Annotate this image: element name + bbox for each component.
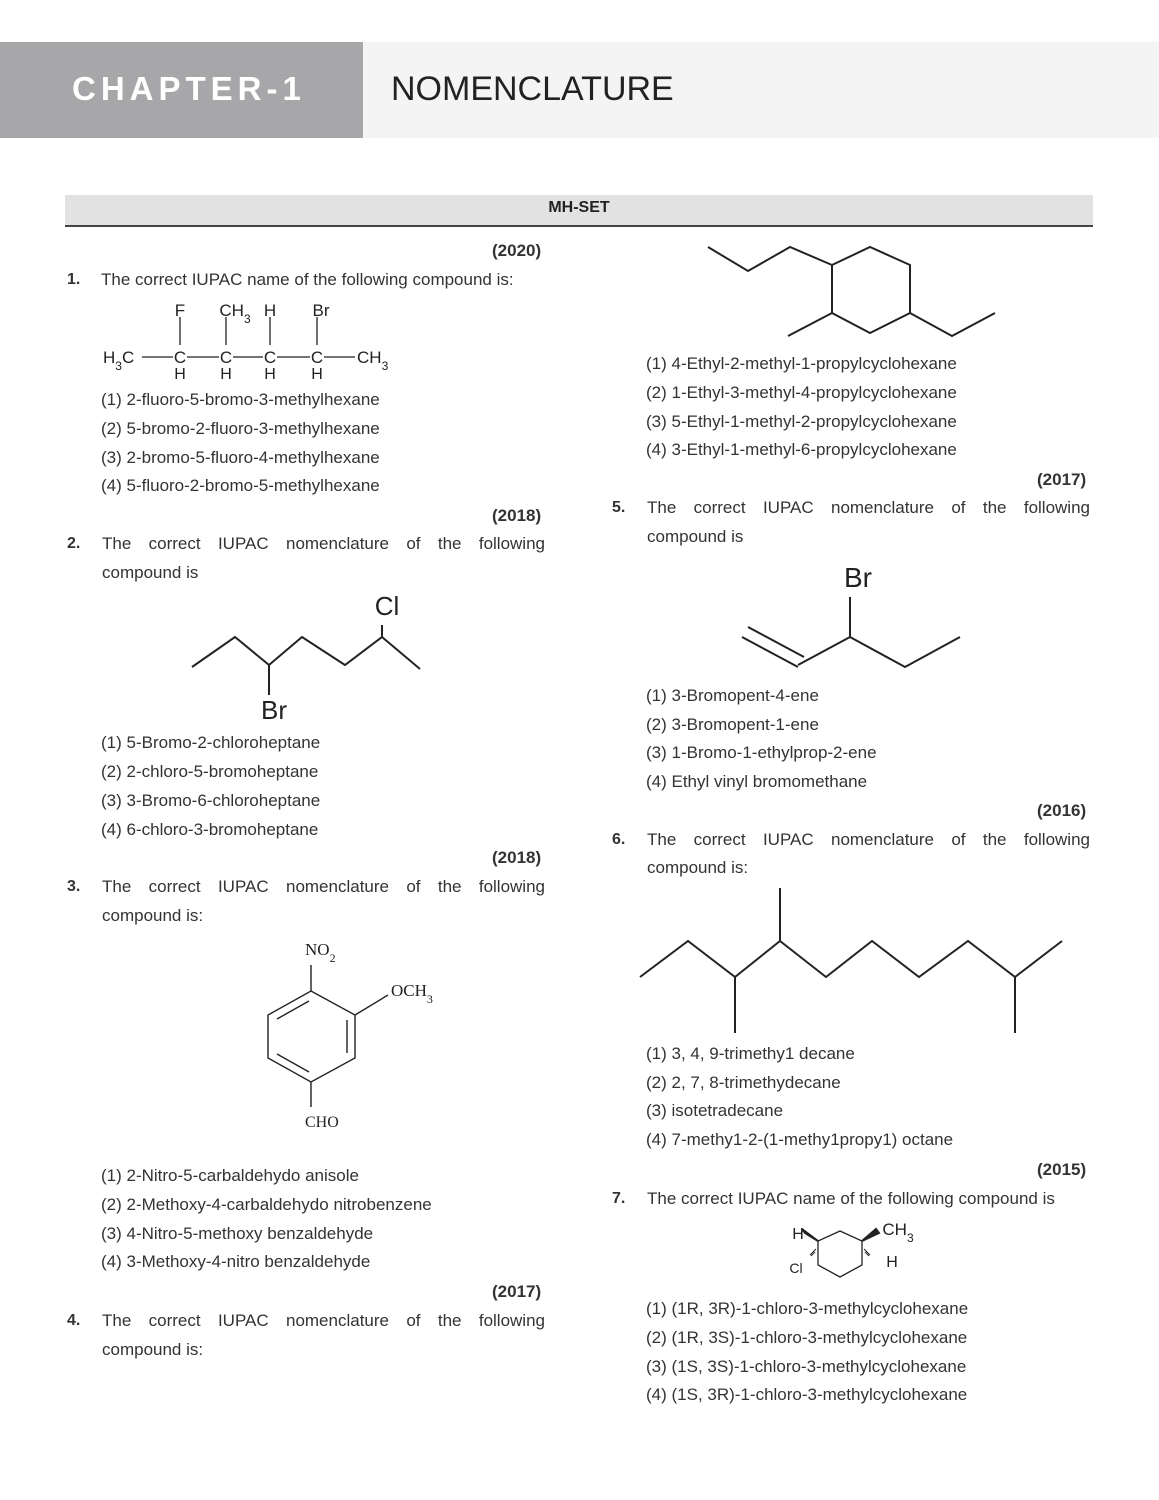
question-6-option-3: (3) isotetradecane — [646, 1101, 784, 1120]
question-3-number: 3. — [67, 878, 81, 895]
question-4-option-1: (1) 4-Ethyl-2-methyl-1-propylcyclohexane — [646, 354, 957, 373]
question-4-text-line1: The correct IUPAC nomenclature of the following — [102, 1311, 545, 1330]
question-6-number: 6. — [612, 831, 626, 848]
q1-chain-h3c: $H_3C$ — [103, 348, 135, 373]
question-5-year: (2017) — [1037, 470, 1087, 489]
set-label: MH-SET — [548, 199, 610, 216]
question-5-option-1: (1) 3-Bromopent-4-ene — [646, 686, 819, 705]
q5-br-label: Br — [844, 562, 872, 593]
q1-chain-c1: C — [173, 348, 187, 367]
question-5-structure — [730, 555, 970, 675]
question-2-option-3: (3) 3-Bromo-6-chloroheptane — [101, 791, 321, 810]
question-5-text-line2: compound is — [647, 527, 744, 546]
question-2-option-2: (2) 2-chloro-5-bromoheptane — [101, 762, 319, 781]
q1-top-br: Br — [312, 301, 330, 320]
set-bar — [65, 195, 1093, 227]
question-7-year: (2015) — [1037, 1160, 1087, 1179]
question-6-text-line2: compound is: — [647, 858, 749, 877]
question-7-option-1: (1) (1R, 3R)-1-chloro-3-methylcyclohexane — [646, 1299, 969, 1318]
question-1-text: The correct IUPAC name of the following compound is: — [101, 270, 514, 289]
question-1-option-4: (4) 5-fluoro-2-bromo-5-methylhexane — [101, 476, 380, 495]
q1-chain-c4: C — [310, 348, 324, 367]
question-2-text-line1: The correct IUPAC nomenclature of the following — [102, 534, 545, 553]
question-7-text: The correct IUPAC name of the following compound is — [647, 1189, 1055, 1208]
question-7-number: 7. — [612, 1190, 626, 1207]
question-6-year: (2016) — [1037, 801, 1087, 820]
question-1-year: (2020) — [492, 241, 542, 260]
question-6-option-4: (4) 7-methy1-2-(1-methy1propy1) octane — [646, 1130, 954, 1149]
question-7-structure — [780, 1215, 940, 1290]
question-3-text-line2: compound is: — [102, 906, 204, 925]
question-3-text-line1: The correct IUPAC nomenclature of the following — [102, 877, 545, 896]
question-1-structure — [95, 295, 415, 385]
q2-br-label: Br — [261, 695, 287, 725]
q1-top-ch3: $CH_3$ — [219, 301, 251, 326]
q3-no2-text: $NO_2$ — [305, 940, 336, 965]
question-4-option-2: (2) 1-Ethyl-3-methyl-4-propylcyclohexane — [646, 383, 957, 402]
q7-cl: Cl — [789, 1260, 803, 1276]
question-7-option-4: (4) (1S, 3R)-1-chloro-3-methylcyclohexane — [646, 1385, 968, 1404]
question-3-option-3: (3) 4-Nitro-5-methoxy benzaldehyde — [101, 1224, 374, 1243]
q3-no2-label — [305, 940, 336, 965]
question-3-year: (2018) — [492, 848, 542, 867]
question-6-text-line1-wrap — [647, 829, 1090, 851]
q1-chain-c3: C — [263, 348, 277, 367]
page-title: NOMENCLATURE — [391, 70, 674, 108]
question-6-option-2: (2) 2, 7, 8-trimethydecane — [646, 1073, 841, 1092]
question-6-option-1: (1) 3, 4, 9-trimethy1 decane — [646, 1044, 855, 1063]
question-5-text-line1-wrap — [647, 497, 1090, 519]
q3-och3-label: $OCH_3$ — [391, 981, 433, 1006]
q1-bottom-h4: H — [311, 366, 323, 383]
question-4-year: (2017) — [492, 1282, 542, 1301]
question-1-option-1: (1) 2-fluoro-5-bromo-3-methylhexane — [101, 390, 380, 409]
question-2-number: 2. — [67, 535, 81, 552]
question-4-option-4: (4) 3-Ethyl-1-methyl-6-propylcyclohexane — [646, 440, 957, 459]
q7-h-left: H — [792, 1226, 804, 1243]
question-2-year: (2018) — [492, 506, 542, 525]
q7-h-right: H — [886, 1254, 898, 1271]
question-3-option-1: (1) 2-Nitro-5-carbaldehydo anisole — [101, 1166, 359, 1185]
question-5-number: 5. — [612, 499, 626, 516]
question-7-option-3: (3) (1S, 3S)-1-chloro-3-methylcyclohexane — [646, 1357, 967, 1376]
question-2-option-4: (4) 6-chloro-3-bromoheptane — [101, 820, 319, 839]
q3-cho-label: CHO — [305, 1114, 339, 1131]
q1-top-h: H — [263, 301, 277, 320]
q1-bottom-h3: H — [264, 366, 276, 383]
chapter-label: CHAPTER-1 — [72, 70, 306, 107]
question-7-option-2: (2) (1R, 3S)-1-chloro-3-methylcyclohexane — [646, 1328, 968, 1347]
question-5-option-3: (3) 1-Bromo-1-ethylprop-2-ene — [646, 743, 877, 762]
question-4-structure — [700, 235, 1010, 345]
question-4-text-line2: compound is: — [102, 1340, 204, 1359]
question-2-text-line2: compound is — [102, 563, 199, 582]
question-1-number: 1. — [67, 271, 81, 288]
q1-bottom-h2: H — [220, 366, 232, 383]
q2-cl-label: Cl — [374, 591, 400, 621]
question-3-text-line1-wrap — [102, 876, 545, 898]
question-5-text-line1: The correct IUPAC nomenclature of the following — [647, 498, 1090, 517]
question-2-option-1: (1) 5-Bromo-2-chloroheptane — [101, 733, 321, 752]
question-2-text-line1-wrap — [102, 533, 545, 555]
question-4-option-3: (3) 5-Ethyl-1-methyl-2-propylcyclohexane — [646, 412, 957, 431]
q1-chain-c2: C — [219, 348, 233, 367]
question-6-structure — [630, 885, 1075, 1040]
q7-ch3: $CH_3$ — [882, 1220, 914, 1245]
question-6-text-line1: The correct IUPAC nomenclature of the following — [647, 830, 1090, 849]
question-5-option-2: (2) 3-Bromopent-1-ene — [646, 715, 819, 734]
question-3-structure — [255, 935, 470, 1140]
question-5-option-4: (4) Ethyl vinyl bromomethane — [646, 772, 868, 791]
question-3-option-2: (2) 2-Methoxy-4-carbaldehydo nitrobenzene — [101, 1195, 432, 1214]
question-4-number: 4. — [67, 1312, 81, 1329]
q1-bottom-h1: H — [174, 366, 186, 383]
question-2-structure — [180, 585, 440, 730]
question-3-option-4: (4) 3-Methoxy-4-nitro benzaldehyde — [101, 1252, 371, 1271]
q1-top-f: F — [174, 301, 186, 320]
question-1-option-3: (3) 2-bromo-5-fluoro-4-methylhexane — [101, 448, 380, 467]
q1-chain-ch3: $CH_3$ — [357, 348, 389, 373]
question-1-option-2: (2) 5-bromo-2-fluoro-3-methylhexane — [101, 419, 380, 438]
question-4-text-line1-wrap — [102, 1310, 545, 1332]
